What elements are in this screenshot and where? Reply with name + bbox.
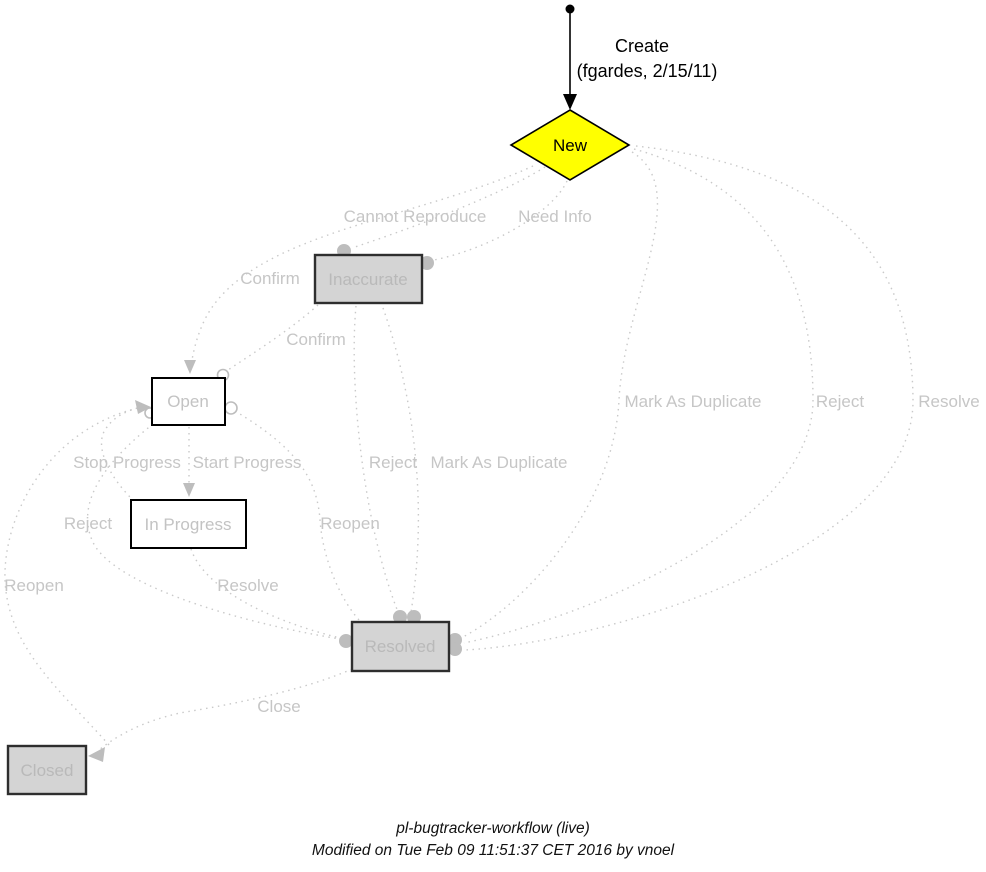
arrowhead-open-top (184, 360, 196, 374)
node-new-label: New (552, 136, 588, 155)
caption-workflow-name: pl-bugtracker-workflow (live) (396, 820, 590, 837)
label-cannot-reproduce[interactable]: Cannot Reproduce (343, 207, 487, 226)
label-confirm-inaccurate[interactable]: Confirm (286, 330, 346, 349)
node-closed-label: Closed (20, 761, 74, 780)
label-reopen-mid[interactable]: Reopen (320, 514, 380, 533)
label-close[interactable]: Close (257, 697, 301, 716)
create-arrowhead (563, 94, 577, 110)
label-resolve-right[interactable]: Resolve (918, 392, 980, 411)
label-start-progress[interactable]: Start Progress (192, 453, 302, 472)
create-label-line1: Create (614, 36, 670, 56)
label-stop-progress[interactable]: Stop Progress (73, 453, 181, 472)
label-resolve-left[interactable]: Resolve (217, 576, 279, 595)
arrowhead-closed-top-right (88, 747, 105, 762)
label-mark-as-duplicate-right[interactable]: Mark As Duplicate (624, 392, 762, 411)
node-resolved-label: Resolved (364, 637, 436, 656)
label-reject-right[interactable]: Reject (815, 392, 865, 411)
caption-modified-info: Modified on Tue Feb 09 11:51:37 CET 2016 by vnoel (311, 842, 675, 859)
label-confirm-new[interactable]: Confirm (240, 269, 300, 288)
create-label-line2: (fgardes, 2/15/11) (576, 61, 718, 81)
label-reopen-left[interactable]: Reopen (4, 576, 64, 595)
label-need-info[interactable]: Need Info (518, 207, 592, 226)
port-open-right[interactable] (225, 402, 237, 414)
label-mark-as-duplicate-mid[interactable]: Mark As Duplicate (430, 453, 568, 472)
label-reject-left[interactable]: Reject (63, 514, 113, 533)
node-open-label: Open (167, 392, 209, 411)
label-reject-mid[interactable]: Reject (368, 453, 418, 472)
node-in-progress-label: In Progress (144, 515, 232, 534)
node-inaccurate-label: Inaccurate (328, 270, 408, 289)
arrowhead-inprogress-top (183, 483, 195, 497)
edge-close-resolved-to-closed[interactable] (99, 669, 352, 750)
